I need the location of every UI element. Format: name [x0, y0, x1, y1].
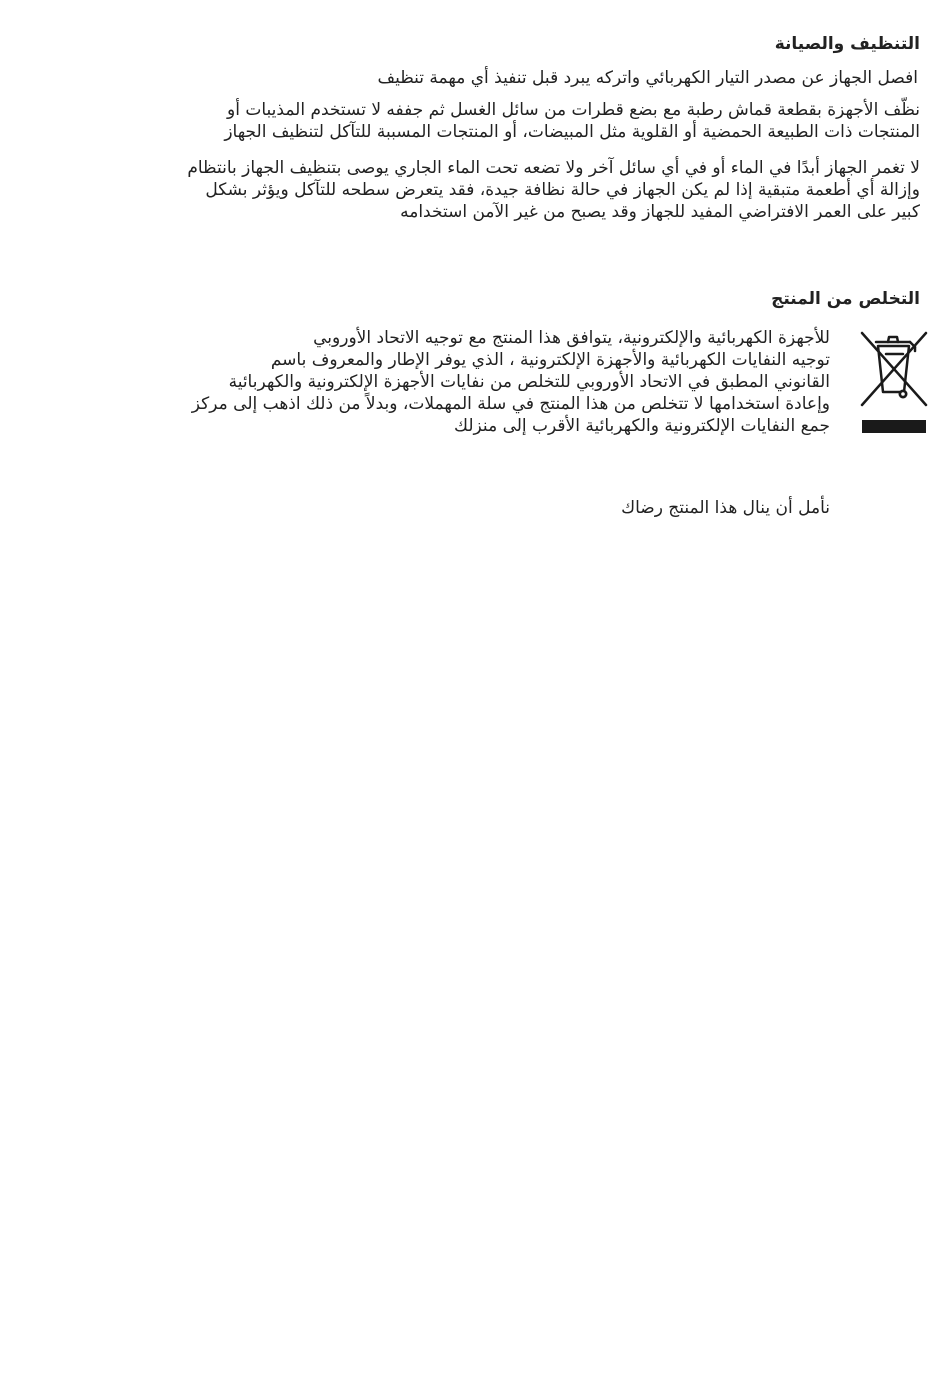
cleaning-heading: التنظيف والصيانة	[774, 34, 920, 54]
disposal-paragraph	[192, 327, 830, 437]
cleaning-paragraph-unplug	[377, 67, 918, 89]
text-line: وإزالة أي أطعمة متبقية إذا لم يكن الجهاز في حالة نظافة جيدة، فقد يتعرض سطحه للتآكل ويؤثر بشكل	[205, 180, 920, 200]
cleaning-paragraph-cloth	[224, 99, 920, 143]
text-line: للأجهزة الكهربائية والإلكترونية، يتوافق هذا المنتج مع توجيه الاتحاد الأوروبي	[313, 328, 830, 348]
text-line: جمع النفايات الإلكترونية والكهربائية الأقرب إلى منزلك	[454, 416, 830, 436]
disposal-heading: التخلص من المنتج	[771, 289, 920, 309]
text-line: توجيه النفايات الكهربائية والأجهزة الإلكترونية ، الذي يوفر الإطار والمعروف باسم	[270, 350, 830, 370]
text-line: كبير على العمر الافتراضي المفيد للجهاز وقد يصبح من غير الآمن استخدامه	[400, 202, 920, 222]
closing-line	[621, 497, 830, 519]
cleaning-paragraph-immersion	[187, 157, 920, 223]
text-line: لا تغمر الجهاز أبدًا في الماء أو في أي سائل آخر ولا تضعه تحت الماء الجاري يوصى بتنظيف الجهاز بانتظام	[187, 158, 920, 178]
text-line: نظّف الأجهزة بقطعة قماش رطبة مع بضع قطرات من سائل الغسل ثم جففه لا تستخدم المذيبات أو	[227, 100, 920, 120]
text-line: نأمل أن ينال هذا المنتج رضاك	[621, 498, 830, 518]
text-line: القانوني المطبق في الاتحاد الأوروبي للتخلص من نفايات الأجهزة الإلكترونية والكهربائية	[228, 372, 830, 392]
text-line: افصل الجهاز عن مصدر التيار الكهربائي واتركه يبرد قبل تنفيذ أي مهمة تنظيف	[377, 68, 918, 88]
crossed-out-wheeled-bin-icon	[858, 330, 930, 440]
text-line: المنتجات ذات الطبيعة الحمضية أو القلوية مثل المبيضات، أو المنتجات المسببة للتآكل لتنظيف الجهاز	[224, 122, 920, 142]
text-line: وإعادة استخدامها لا تتخلص من هذا المنتج في سلة المهملات، وبدلاً من ذلك اذهب إلى مركز	[191, 394, 830, 414]
